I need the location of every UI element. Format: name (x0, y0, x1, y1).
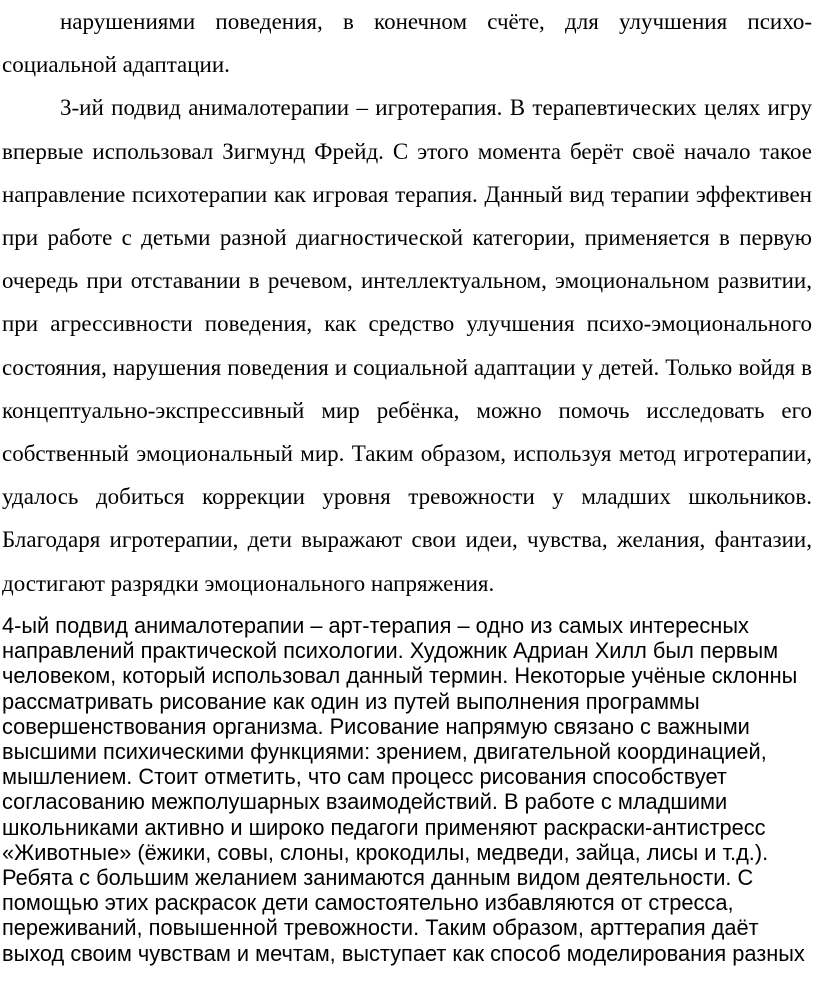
paragraph-3-text: 3-ий подвид анималотерапии – игротерапия. В терапевтических целях игру впервые использовал Зигмунд Фрейд. С этого момента берёт своё начало такое направление психотерапии как игровая терапия. Данный вид терапии эффективен при работе с детьми разной диагностической категории, применяется в первую очередь при отставании в речевом, интеллектуальном, эмоциональном развитии, при агрессивности поведения, как средство улучшения психо-эмоционального состояния, нарушения поведения и социальной адаптации у детей. Только войдя в концептуально-экспрессивный мир ребёнка, можно помочь исследовать его собственный эмоциональный мир. Таким образом, используя метод игротерапии, удалось добиться коррекции уровня тревожности у младших школьников. Благодаря игротерапии, дети выражают свои идеи, чувства, желания, фантазии, достигают разрядки эмоционального напряжения. (2, 95, 812, 596)
paragraph-block-serif (2, 0, 812, 605)
continuation-text: нарушениями поведения, в конечном счёте, для улучшения психо-социальной адаптации. (2, 9, 812, 78)
paragraph-4-text: 4-ый подвид анималотерапии – арт-терапия – одно из самых интересных направлений практической психологии. Художник Адриан Хилл был первым человеком, который использовал данный термин. Некоторые учёные склонны рассматривать рисование как один из путей выполнения программы совершенствования организма. Рисование напрямую связано с важными высшими психическими функциями: зрением, двигательной координацией, мышлением. Стоит отметить, что сам процесс рисования способствует согласованию межполушарных взаимодействий. В работе с младшими школьниками активно и широко педагоги применяют раскраски-антистресс «Животные» (ёжики, совы, слоны, крокодилы, медведи, зайца, лисы и т.д.). Ребята с большим желанием занимаются данным видом деятельности. С помощью этих раскрасок дети самостоятельно избавляются от стресса, переживаний, повышенной тревожности. Таким образом, арттерапия даёт выход своим чувствам и мечтам, выступает как способ моделирования разных (2, 613, 805, 966)
